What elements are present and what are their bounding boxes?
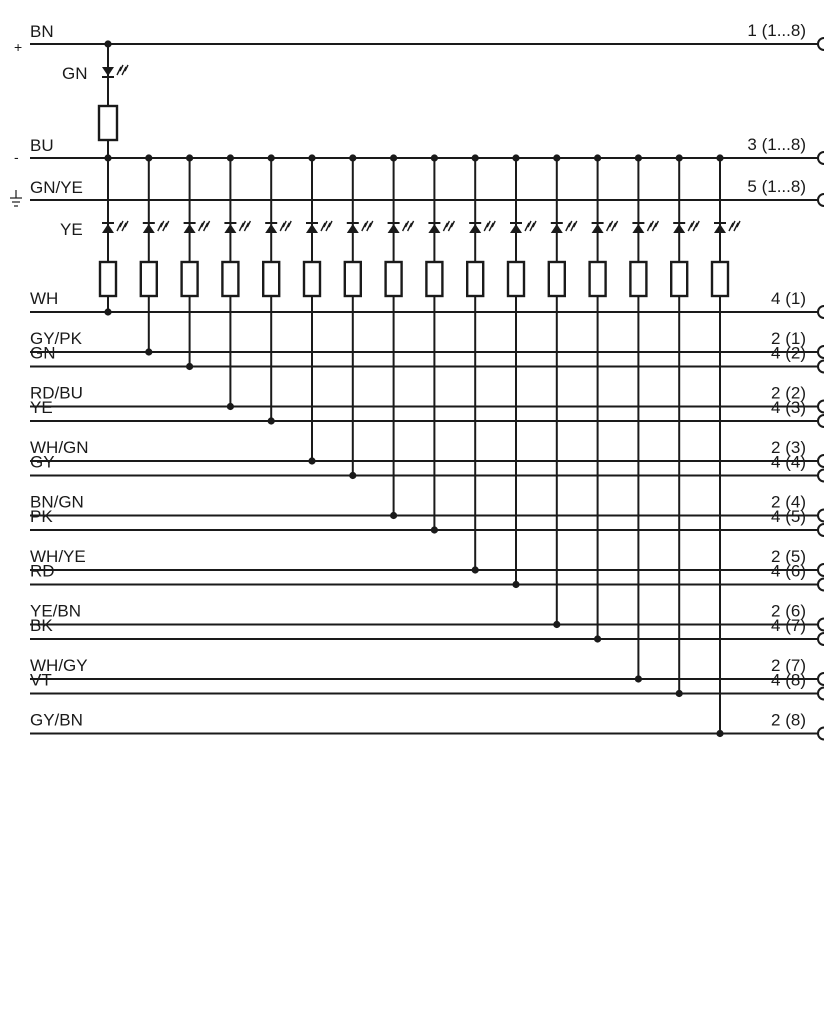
signal-line-label: WH/GN <box>30 438 89 457</box>
signal-pin-label: 4 (1) <box>771 289 806 308</box>
led-triangle <box>469 224 481 233</box>
channel-led-label: YE <box>60 220 83 239</box>
channel-led-icon <box>143 221 169 233</box>
channel-resistor <box>426 262 442 296</box>
signal-pin-label: 2 (8) <box>771 710 806 730</box>
signal-line-label: VT <box>30 670 52 690</box>
led-triangle <box>102 67 114 76</box>
led-triangle <box>592 224 604 233</box>
channel-resistor <box>182 262 198 296</box>
led-triangle <box>347 224 359 233</box>
channel-led-icon <box>428 221 454 233</box>
led-triangle <box>551 224 563 233</box>
junction-dot <box>676 154 683 161</box>
channel-led-icon <box>714 221 740 233</box>
junction-dot <box>186 363 193 370</box>
led-triangle <box>714 224 726 233</box>
signal-pin-label: 4 (5) <box>771 507 806 526</box>
channel-led-icon <box>224 221 250 233</box>
terminal-power-bn <box>818 38 824 50</box>
signal-line-label: BN/GN <box>30 492 84 512</box>
terminal-signal <box>818 401 824 413</box>
channel-led-icon <box>265 221 291 233</box>
junction-dot <box>553 154 560 161</box>
power-line-label: BN <box>30 22 54 41</box>
signal-pin-label: 4 (7) <box>771 616 806 635</box>
led-triangle <box>102 224 114 233</box>
channel-led-icon <box>388 221 414 233</box>
led-triangle <box>510 224 522 233</box>
signal-line-label: GY/BN <box>30 710 83 730</box>
signal-pin-label: 4 (4) <box>771 452 806 472</box>
channel-resistor <box>712 262 728 296</box>
wires-layer <box>30 44 818 734</box>
junction-dot <box>268 154 275 161</box>
junction-dot <box>104 308 111 315</box>
junction-dot <box>431 154 438 161</box>
signal-line-label: GY <box>30 452 55 472</box>
channel-led-icon <box>673 221 699 233</box>
power-led-icon <box>102 65 128 77</box>
led-triangle <box>632 224 644 233</box>
channel-led-icon <box>551 221 577 233</box>
led-triangle <box>265 224 277 233</box>
junction-dot <box>431 526 438 533</box>
power-line-label: BU <box>30 136 54 155</box>
signal-pin-label: 2 (2) <box>771 383 806 403</box>
junction-dot <box>186 154 193 161</box>
terminal-signal <box>818 306 824 318</box>
minus-sign: - <box>14 149 19 165</box>
junction-dot <box>635 154 642 161</box>
channel-resistor <box>590 262 606 296</box>
labels-layer <box>14 21 806 730</box>
channel-resistor <box>671 262 687 296</box>
signal-line-label: GN <box>30 343 56 363</box>
terminal-signal <box>818 728 824 740</box>
junction-dot <box>716 154 723 161</box>
channel-led-icon <box>592 221 618 233</box>
led-triangle <box>388 224 400 233</box>
junction-dot <box>594 635 601 642</box>
junction-dot <box>716 730 723 737</box>
channel-led-icon <box>306 221 332 233</box>
terminal-signal <box>818 346 824 358</box>
signal-line-label: WH/YE <box>30 547 86 566</box>
terminal-signal <box>818 673 824 685</box>
power-pin-label: 5 (1...8) <box>747 177 806 196</box>
junction-dot <box>390 512 397 519</box>
junction-dot <box>635 675 642 682</box>
channel-led-icon <box>510 221 536 233</box>
terminal-signal <box>818 619 824 631</box>
channel-resistor <box>222 262 238 296</box>
junction-dot <box>308 154 315 161</box>
channel-resistor <box>263 262 279 296</box>
channel-resistor <box>345 262 361 296</box>
terminal-power-gnye <box>818 194 824 206</box>
terminal-power-bu <box>818 152 824 164</box>
power-resistor <box>99 106 117 140</box>
led-triangle <box>224 224 236 233</box>
signal-pin-label: 2 (6) <box>771 601 806 621</box>
terminal-signal <box>818 361 824 373</box>
channel-led-icon <box>184 221 210 233</box>
junction-dot <box>512 581 519 588</box>
channel-led-icon <box>632 221 658 233</box>
power-led-label: GN <box>62 64 88 83</box>
channel-resistor <box>386 262 402 296</box>
signal-line-label: WH/GY <box>30 656 88 675</box>
junction-dot <box>594 154 601 161</box>
signal-pin-label: 2 (7) <box>771 656 806 675</box>
power-line-label: GN/YE <box>30 178 83 197</box>
terminal-signal <box>818 470 824 482</box>
junction-dot <box>268 417 275 424</box>
channel-resistor <box>141 262 157 296</box>
signal-pin-label: 2 (3) <box>771 438 806 457</box>
junction-dot <box>676 690 683 697</box>
signal-pin-label: 4 (2) <box>771 343 806 363</box>
led-triangle <box>143 224 155 233</box>
junction-dot <box>349 154 356 161</box>
channel-resistor <box>630 262 646 296</box>
junction-dot <box>472 154 479 161</box>
channel-resistor <box>467 262 483 296</box>
led-triangle <box>673 224 685 233</box>
channel-led-icon <box>102 221 128 233</box>
led-triangle <box>184 224 196 233</box>
terminal-signal <box>818 524 824 536</box>
junction-dot <box>145 348 152 355</box>
terminal-signal <box>818 564 824 576</box>
signal-pin-label: 2 (4) <box>771 492 806 512</box>
terminal-signal <box>818 510 824 522</box>
signal-line-label: BK <box>30 616 53 635</box>
power-pin-label: 1 (1...8) <box>747 21 806 40</box>
signal-line-label: YE <box>30 398 53 417</box>
ground-icon <box>10 190 22 206</box>
signal-line-label: WH <box>30 289 59 308</box>
plus-sign: + <box>14 39 23 55</box>
signal-line-label: GY/PK <box>30 329 82 348</box>
channel-resistor <box>508 262 524 296</box>
junction-dot <box>349 472 356 479</box>
junction-dot <box>104 40 111 47</box>
junction-dot <box>308 457 315 464</box>
signal-line-label: PK <box>30 507 53 526</box>
junction-dot <box>390 154 397 161</box>
signal-line-label: RD/BU <box>30 383 83 403</box>
terminal-signal <box>818 633 824 645</box>
signal-pin-label: 2 (1) <box>771 329 806 348</box>
channel-resistor <box>304 262 320 296</box>
junction-dot <box>512 154 519 161</box>
led-triangle <box>306 224 318 233</box>
channel-resistor <box>100 262 116 296</box>
junction-dot <box>553 621 560 628</box>
channel-led-icon <box>469 221 495 233</box>
led-triangle <box>428 224 440 233</box>
channel-resistor <box>549 262 565 296</box>
terminal-signal <box>818 455 824 467</box>
junction-dot <box>104 154 111 161</box>
signal-pin-label: 4 (8) <box>771 670 806 690</box>
junction-dot <box>145 154 152 161</box>
signal-pin-label: 4 (3) <box>771 398 806 417</box>
junction-dot <box>472 566 479 573</box>
signal-pin-label: 4 (6) <box>771 561 806 581</box>
signal-line-label: YE/BN <box>30 601 82 621</box>
junction-dot <box>227 154 234 161</box>
terminal-signal <box>818 688 824 700</box>
signal-pin-label: 2 (5) <box>771 547 806 566</box>
components-layer <box>10 38 824 740</box>
power-pin-label: 3 (1...8) <box>747 135 806 154</box>
terminal-signal <box>818 579 824 591</box>
signal-line-label: RD <box>30 561 55 581</box>
junction-dot <box>227 403 234 410</box>
terminal-signal <box>818 415 824 427</box>
channel-led-icon <box>347 221 373 233</box>
